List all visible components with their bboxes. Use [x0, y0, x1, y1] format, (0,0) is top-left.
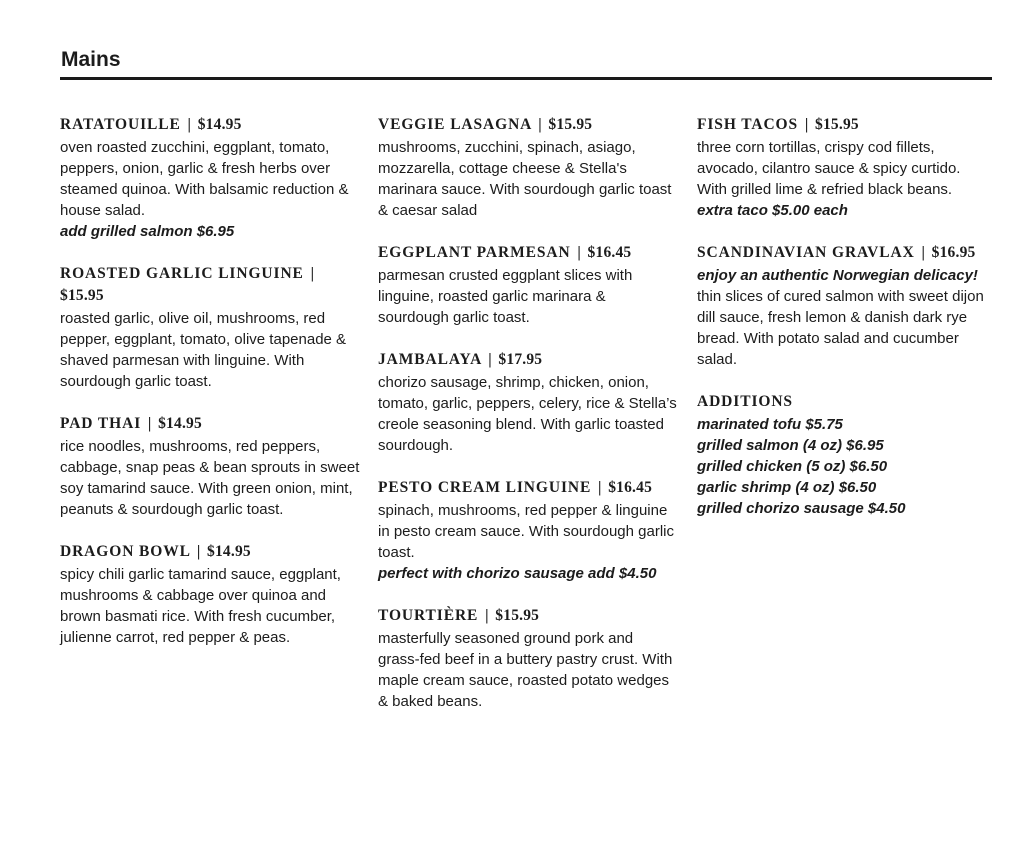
price-separator: | — [310, 265, 314, 282]
item-description: three corn tortillas, crispy cod fillets, avocado, cilantro sauce & spicy curtido. With grilled lime & refried black beans. — [697, 139, 961, 198]
menu-item-eggplant-parmesan — [378, 242, 678, 328]
item-note: perfect with chorizo sausage add $4.50 — [378, 565, 657, 582]
price-separator: | — [598, 479, 602, 496]
item-title — [60, 114, 360, 136]
item-description: spinach, mushrooms, red pepper & linguine in pesto cream sauce. With sourdough garlic toast. — [378, 502, 674, 561]
menu-item-dragon-bowl — [60, 541, 360, 648]
item-title — [697, 114, 992, 136]
item-name: VEGGIE LASAGNA — [378, 116, 532, 133]
menu-item-veggie-lasagna — [378, 114, 678, 221]
item-name: ROASTED GARLIC LINGUINE — [60, 265, 304, 282]
item-description: chorizo sausage, shrimp, chicken, onion, tomato, garlic, peppers, celery, rice & Stella’s creole seasoning blend. With garlic toasted sourdough. — [378, 374, 677, 454]
item-name: PAD THAI — [60, 415, 142, 432]
item-title — [697, 242, 992, 264]
item-note: extra taco $5.00 each — [697, 202, 848, 219]
item-description: roasted garlic, olive oil, mushrooms, red pepper, eggplant, tomato, olive tapenade & shaved parmesan with linguine. With sourdough garlic toast. — [60, 310, 347, 390]
item-name: FISH TACOS — [697, 116, 799, 133]
item-price: $15.95 — [548, 116, 593, 133]
price-separator: | — [921, 244, 925, 261]
menu-column-3 — [697, 114, 992, 540]
item-name: PESTO CREAM LINGUINE — [378, 479, 592, 496]
item-price: $14.95 — [158, 415, 202, 432]
addition-item: grilled salmon (4 oz) $6.95 — [697, 437, 884, 454]
item-name: JAMBALAYA — [378, 351, 482, 368]
item-description: parmesan crusted eggplant slices with linguine, roasted garlic marinara & sourdough garlic toast. — [378, 267, 633, 326]
price-separator: | — [485, 607, 489, 624]
menu-page — [60, 45, 992, 710]
price-separator: | — [538, 116, 542, 133]
item-price: $15.95 — [495, 607, 540, 624]
menu-additions — [697, 391, 992, 519]
item-price: $16.95 — [931, 244, 976, 261]
item-description: oven roasted zucchini, eggplant, tomato, peppers, onion, garlic & fresh herbs over steamed quinoa. With balsamic reduction & house salad. — [60, 139, 349, 219]
item-title — [378, 605, 678, 627]
item-price: $15.95 — [60, 287, 104, 304]
item-price: $17.95 — [498, 351, 543, 368]
menu-column-1 — [60, 114, 360, 669]
item-price: $14.95 — [207, 543, 251, 560]
addition-item: grilled chorizo sausage $4.50 — [697, 500, 906, 517]
menu-item-pad-thai — [60, 413, 360, 520]
price-separator: | — [804, 116, 809, 133]
item-description: rice noodles, mushrooms, red peppers, cabbage, snap peas & bean sprouts in sweet soy tamarind sauce. With green onion, mint, peanuts & sourdough garlic toast. — [60, 438, 360, 518]
item-name: SCANDINAVIAN GRAVLAX — [697, 244, 915, 261]
menu-item-roasted-garlic-linguine — [60, 263, 360, 392]
item-name: RATATOUILLE — [60, 116, 181, 133]
item-title — [60, 541, 360, 563]
menu-item-scandinavian-gravlax — [697, 242, 992, 370]
item-title — [60, 263, 360, 307]
item-title — [378, 349, 678, 371]
item-price: $14.95 — [197, 116, 242, 133]
item-description: thin slices of cured salmon with sweet dijon dill sauce, fresh lemon & danish dark rye bread. With potato salad and cucumber salad. — [697, 288, 984, 368]
additions-title: ADDITIONS — [697, 393, 793, 410]
price-separator: | — [187, 116, 191, 133]
price-separator: | — [488, 351, 492, 368]
menu-item-jambalaya — [378, 349, 678, 456]
price-separator: | — [147, 415, 152, 432]
item-title — [378, 114, 678, 136]
menu-item-fish-tacos — [697, 114, 992, 221]
item-description: masterfully seasoned ground pork and grass-fed beef in a buttery pastry crust. With maple cream sauce, roasted potato wedges & baked beans. — [378, 630, 673, 710]
item-price: $16.45 — [608, 479, 653, 496]
addition-item: garlic shrimp (4 oz) $6.50 — [697, 479, 877, 496]
item-name: TOURTIÈRE — [378, 607, 479, 624]
item-note: add grilled salmon $6.95 — [60, 223, 235, 240]
menu-item-ratatouille — [60, 114, 360, 242]
addition-item: marinated tofu $5.75 — [697, 416, 843, 433]
item-title — [378, 477, 678, 499]
menu-item-tourtiere — [378, 605, 678, 712]
item-price: $15.95 — [815, 116, 859, 133]
item-price: $16.45 — [587, 244, 632, 261]
addition-item: grilled chicken (5 oz) $6.50 — [697, 458, 888, 475]
price-separator: | — [196, 543, 201, 560]
item-title — [378, 242, 678, 264]
section-title: Mains — [60, 45, 992, 80]
menu-item-pesto-cream-linguine — [378, 477, 678, 584]
item-description: spicy chili garlic tamarind sauce, eggplant, mushrooms & cabbage over quinoa and brown basmati rice. With fresh cucumber, julienne carrot, red pepper & peas. — [60, 566, 341, 646]
menu-column-2 — [378, 114, 678, 733]
price-separator: | — [577, 244, 581, 261]
additions-list — [697, 414, 992, 519]
item-description: mushrooms, zucchini, spinach, asiago, mozzarella, cottage cheese & Stella's marinara sauce. With sourdough garlic toast & caesar salad — [378, 139, 672, 219]
item-name: EGGPLANT PARMESAN — [378, 244, 571, 261]
item-name: DRAGON BOWL — [60, 543, 191, 560]
item-note: enjoy an authentic Norwegian delicacy! — [697, 267, 978, 284]
item-title — [60, 413, 360, 435]
